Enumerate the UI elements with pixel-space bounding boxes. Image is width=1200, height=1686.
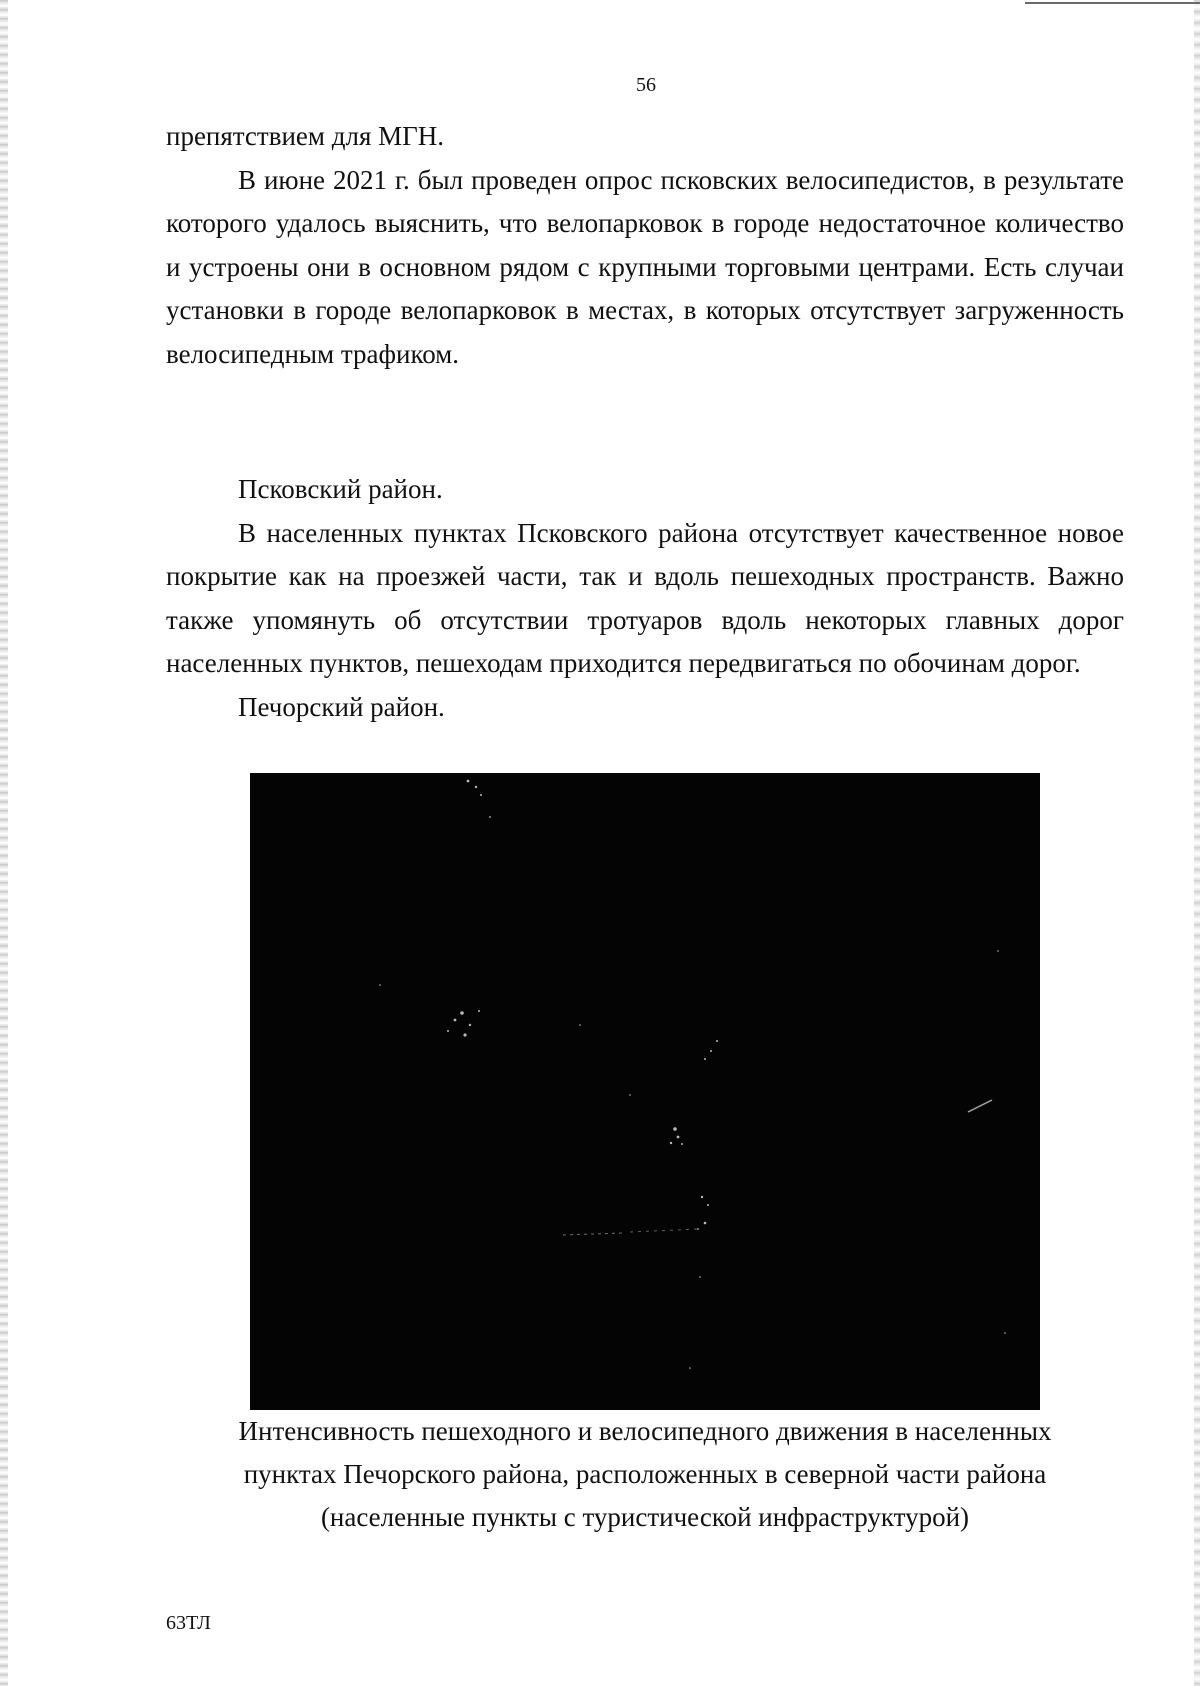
page-number: 56 — [636, 74, 656, 96]
figure-image-noise — [250, 773, 1040, 1410]
text-block-top — [166, 115, 1124, 376]
text-block-pskov — [166, 468, 1124, 729]
heading-pechory-district: Печорский район. — [238, 691, 445, 722]
heading-pskov-district: Псковский район. — [238, 474, 443, 504]
paragraph-continuation: препятствием для МГН. — [166, 121, 444, 151]
figure-caption-line-3: (населенные пункты с туристической инфраструктурой) — [320, 1502, 970, 1532]
scan-edge-left — [0, 0, 8, 1686]
figure-caption-line-1: Интенсивность пешеходного и велосипедного движения в населенных — [238, 1416, 1052, 1446]
figure-caption — [166, 1410, 1124, 1539]
paragraph-pskov-district: В населенных пунктах Псковского района отсутствует качественное новое покрытие как на проезжей части, так и вдоль пешеходных пространств. Важно также упомянуть об отсутствии тротуаров вдоль некоторых главных дорог населенных пунктов, пешеходам приходится передвигаться по обочинам дорог. — [166, 517, 1124, 678]
paragraph-survey: В июне 2021 г. был проведен опрос псковских велосипедистов, в результате которого удалось выяснить, что велопарковок в городе недостаточное количество и устроены они в основном рядом с крупными торговыми центрами. Есть случаи установки в городе велопарковок в местах, в которых отсутствует загруженность велосипедным трафиком. — [166, 164, 1124, 369]
figure-image — [250, 773, 1040, 1410]
footer-document-code: 63ТЛ — [166, 1612, 211, 1634]
figure-caption-line-2: пунктах Печорского района, расположенных в северной части района — [243, 1459, 1047, 1489]
scan-top-rule — [1025, 2, 1200, 4]
scan-edge-right — [1194, 0, 1200, 1686]
